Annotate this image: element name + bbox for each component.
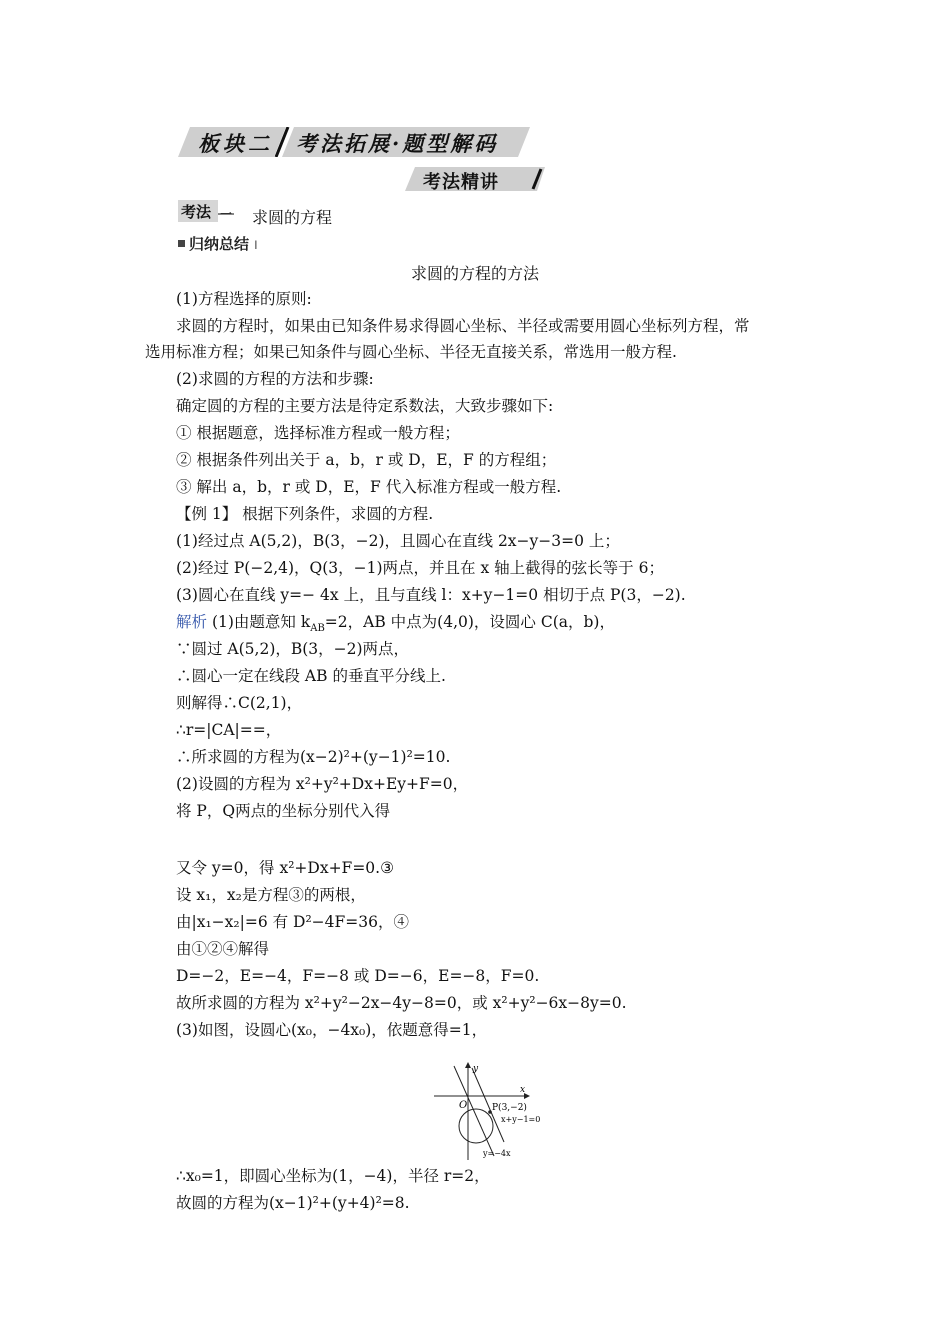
text-line: ① 根据题意，选择标准方程或一般方程；: [176, 424, 460, 442]
text-line: (3)圆心在直线 y=− 4x 上，且与直线 l：x+y−1=0 相切于点 P(3，−2).: [176, 586, 686, 604]
summary-label: 归纳总结: [189, 235, 250, 253]
circle: [459, 1109, 493, 1143]
text-line: ③ 解出 a，b，r 或 D，E，F 代入标准方程或一般方程.: [176, 478, 562, 496]
text-line: (2)经过 P(−2,4)，Q(3，−1)两点，并且在 x 轴上截得的弦长等于 6；: [176, 559, 664, 577]
kaofa-number: 一: [220, 207, 233, 221]
sub-banner-text: 考法精讲: [423, 172, 499, 193]
x-label: x: [520, 1085, 526, 1095]
text-line: (1)经过点 A(5,2)，B(3，−2)，且圆心在直线 2x−y−3=0 上；: [176, 532, 620, 550]
text-line: ∴圆心一定在线段 AB 的垂直平分线上.: [176, 667, 446, 685]
text-line: 确定圆的方程的主要方法是待定系数法，大致步骤如下:: [176, 397, 554, 415]
text-line: ∴x₀=1，即圆心坐标为(1，−4)，半径 r=2，: [176, 1167, 490, 1185]
kaofa-title: 求圆的方程: [252, 208, 333, 227]
text-line: ∴r=|CA|==，: [176, 721, 282, 739]
text-line: 则解得∴C(2,1)，: [176, 694, 303, 712]
p-label: P(3,−2): [492, 1103, 527, 1113]
text-line: 由①②④解得: [176, 940, 270, 958]
text-line: ∵圆过 A(5,2)，B(3，−2)两点，: [176, 640, 410, 658]
sub-banner: [405, 167, 545, 191]
kaofa-label: 考法: [181, 203, 212, 221]
text-line: [176, 612, 615, 639]
method-title: 求圆的方程的方法: [410, 264, 539, 283]
banner-part1: 板块二: [198, 131, 273, 156]
analysis-text: (1)由题意知 k: [207, 613, 311, 631]
section-banner: [178, 127, 538, 157]
text-line: (2)设圆的方程为 x²+y²+Dx+Ey+F=0，: [176, 775, 469, 793]
tangent-line-label: x+y−1=0: [501, 1115, 541, 1124]
text-line: 故所求圆的方程为 x²+y²−2x−4y−8=0，或 x²+y²−6x−8y=0.: [176, 994, 627, 1012]
text-line: ∴所求圆的方程为(x−2)²+(y−1)²=10.: [176, 748, 451, 766]
line-y-neg-4x-label: y=−4x: [483, 1149, 511, 1158]
text-line: (2)求圆的方程的方法和步骤:: [176, 370, 374, 388]
y-label: y: [473, 1064, 479, 1074]
figure-svg: [428, 1060, 558, 1160]
text-line: ② 根据条件列出关于 a，b，r 或 D，E，F 的方程组；: [176, 451, 557, 469]
text-line: (3)如图，设圆心(x₀，−4x₀)，依题意得=1，: [176, 1021, 488, 1039]
kaofa-tag: [178, 200, 234, 224]
text-line: (1)方程选择的原则:: [176, 290, 312, 308]
text-line: D=−2，E=−4，F=−8 或 D=−6，E=−8，F=0.: [176, 967, 540, 985]
analysis-text-rest: =2，AB 中点为(4,0)，设圆心 C(a，b)，: [324, 613, 615, 631]
origin-label: O: [459, 1100, 468, 1111]
y-axis-arrow: [465, 1062, 471, 1068]
text-line: 由|x₁−x₂|=6 有 D²−4F=36，④: [176, 913, 409, 931]
text-line: 将 P，Q两点的坐标分别代入得: [176, 802, 391, 820]
text-line: 设 x₁，x₂是方程③的两根，: [176, 886, 366, 904]
text-line: 【例 1】 根据下列条件，求圆的方程.: [176, 505, 434, 523]
text-line: 故圆的方程为(x−1)²+(y+4)²=8.: [176, 1194, 410, 1212]
geometry-figure: [428, 1060, 558, 1160]
square-bullet-icon: [178, 240, 185, 247]
analysis-label: 解析: [176, 613, 208, 631]
text-line: 求圆的方程时，如果由已知条件易求得圆心坐标、半径或需要用圆心坐标列方程，常: [176, 317, 750, 335]
summary-label-wrap: 归纳总结 ı: [178, 233, 258, 254]
banner-part2: 考法拓展·题型解码: [296, 131, 499, 156]
text-line: 又令 y=0，得 x²+Dx+F=0.③: [176, 859, 394, 877]
analysis-subscript: AB: [310, 623, 325, 635]
text-line: 选用标准方程；如果已知条件与圆心坐标、半径无直接关系，常选用一般方程.: [145, 343, 677, 361]
